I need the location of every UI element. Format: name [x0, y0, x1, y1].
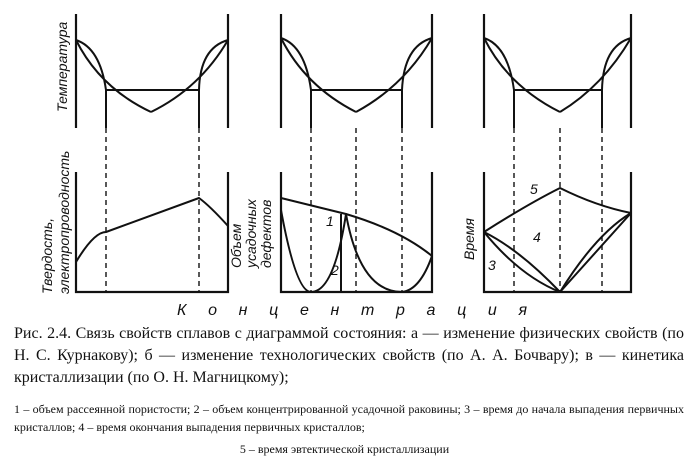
ylabel-hardness: Твердость,	[39, 217, 55, 294]
panel-c-liquidus-solidus-curves	[484, 38, 631, 128]
curve-label-4: 4	[533, 229, 541, 245]
panel-b-phase-diagram	[281, 14, 432, 128]
panel-a-property-chart	[76, 172, 228, 292]
figure-caption-last-note: 5 – время эвтектической кристаллизации	[239, 442, 450, 456]
curve-5-eutectic-time	[484, 188, 631, 232]
ylabel-volume-line2: усадочных	[243, 199, 259, 268]
panel-c-phase-diagram	[484, 14, 631, 128]
panel-a-liquidus-solidus-curves	[76, 40, 228, 128]
ylabel-time: Время	[461, 218, 477, 260]
panel-a-bottom-frame	[76, 172, 228, 292]
figure-caption-notes: 1 – объем рассеянной пористости; 2 – объем концентрированной усадочной раковины; 3 – время до начала выпадения первичных кристаллов; 4 – время окончания выпадения первичных кристаллов;	[14, 402, 684, 434]
panel-b-liquidus-solidus-curves	[281, 38, 432, 128]
curve-label-1: 1	[326, 213, 334, 229]
panel-b-guide-lines	[311, 128, 402, 292]
curve-label-2: 2	[331, 262, 339, 278]
panel-c-guide-lines	[514, 128, 602, 292]
ylabel-conductivity: электропроводность	[56, 150, 72, 294]
xlabel-concentration: К о н ц е н т р а ц и я	[177, 302, 527, 319]
ylabel-temperature: Температура	[54, 21, 70, 112]
curve-3-start-of-primary	[484, 213, 631, 292]
curve-label-3: 3	[488, 257, 496, 273]
curve-4-end-of-primary	[484, 213, 631, 292]
panel-a-hardness-curve	[76, 198, 228, 262]
figure-caption: Рис. 2.4. Связь свойств сплавов с диаграммой состояния: а — изменение физических свойств (по Н. С. Курнакову); б — изменение технологических свойств (по А. А. Бочвару); в — кинетика кристаллизации (по О. Н. Магницкому);	[14, 325, 684, 386]
curve-label-5: 5	[530, 181, 538, 197]
panel-a-phase-diagram	[76, 14, 228, 128]
panel-a-guide-lines	[106, 128, 199, 292]
ylabel-volume-line1: Объем	[228, 223, 244, 268]
ylabel-volume-line3: дефектов	[258, 199, 274, 268]
panel-c-kinetics-chart	[484, 172, 631, 292]
